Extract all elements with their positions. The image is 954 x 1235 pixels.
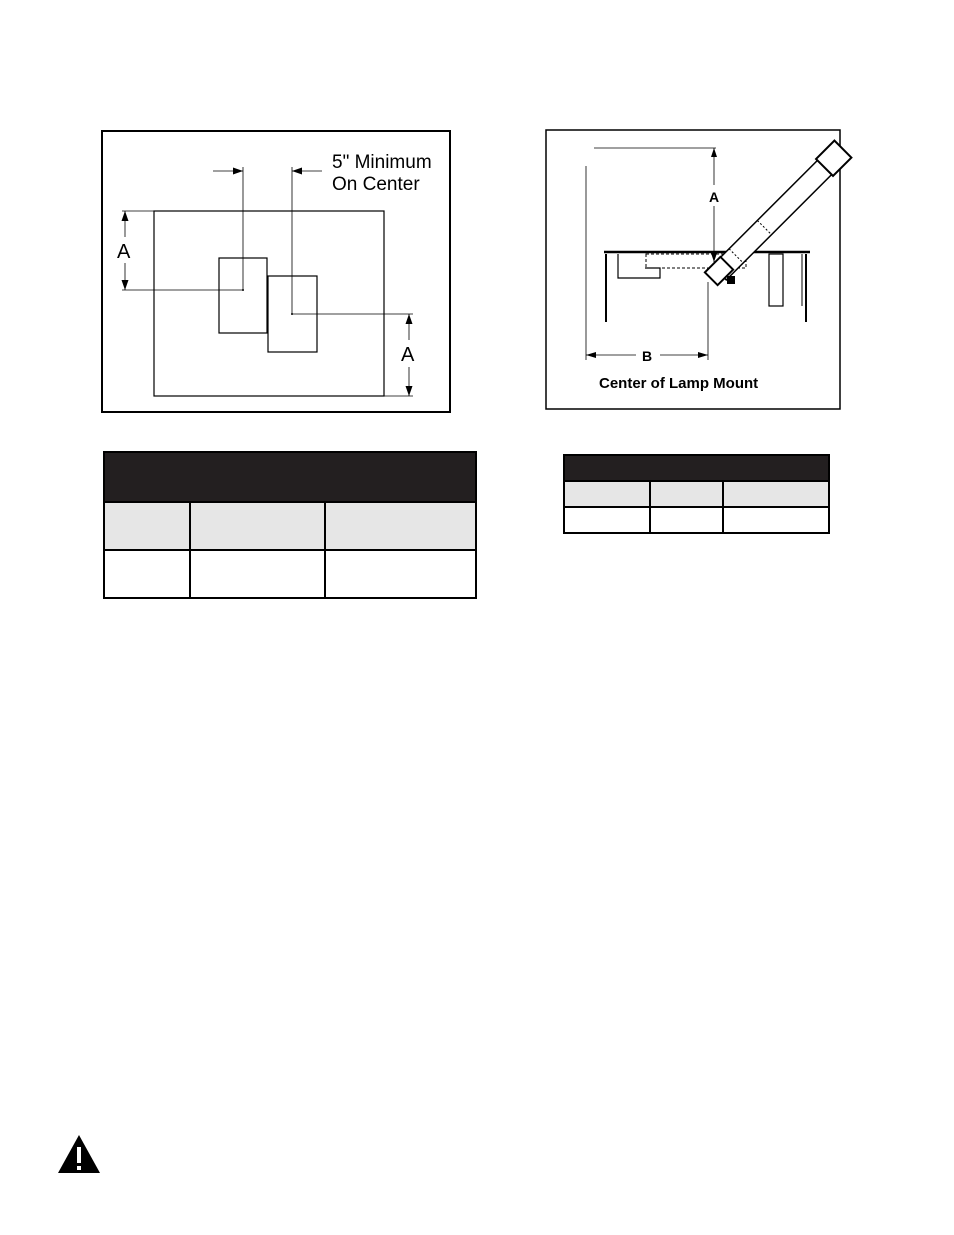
spacing-label-line1: 5" Minimum <box>332 152 432 173</box>
table-left <box>103 451 477 599</box>
table-cell <box>104 550 190 598</box>
table-row <box>564 507 829 533</box>
table-left-header-cell <box>104 452 476 502</box>
table-cell <box>564 481 650 507</box>
table-right-header-cell <box>564 455 829 481</box>
figure-right-lamp-diagram <box>0 0 954 420</box>
dim-label-a-right: A <box>401 344 415 366</box>
table-right-header-row <box>564 455 829 481</box>
table-row <box>564 481 829 507</box>
warning-triangle-icon <box>57 1134 101 1174</box>
lamp-mount-caption: Center of Lamp Mount <box>599 375 759 392</box>
table-cell <box>104 502 190 550</box>
table-cell <box>190 502 325 550</box>
dim-label-b: B <box>642 348 653 364</box>
table-cell <box>564 507 650 533</box>
table-cell <box>723 481 829 507</box>
table-right <box>563 454 830 534</box>
table-cell <box>723 507 829 533</box>
dim-label-a-left: A <box>117 241 131 263</box>
table-cell <box>650 507 723 533</box>
table-cell <box>325 502 476 550</box>
table-cell <box>190 550 325 598</box>
table-row <box>104 502 476 550</box>
spacing-label-line2: On Center <box>332 174 420 195</box>
table-cell <box>325 550 476 598</box>
table-row <box>104 550 476 598</box>
table-left-header-row <box>104 452 476 502</box>
dim-label-a: A <box>709 189 720 205</box>
figure-right-frame <box>546 130 840 409</box>
table-cell <box>650 481 723 507</box>
